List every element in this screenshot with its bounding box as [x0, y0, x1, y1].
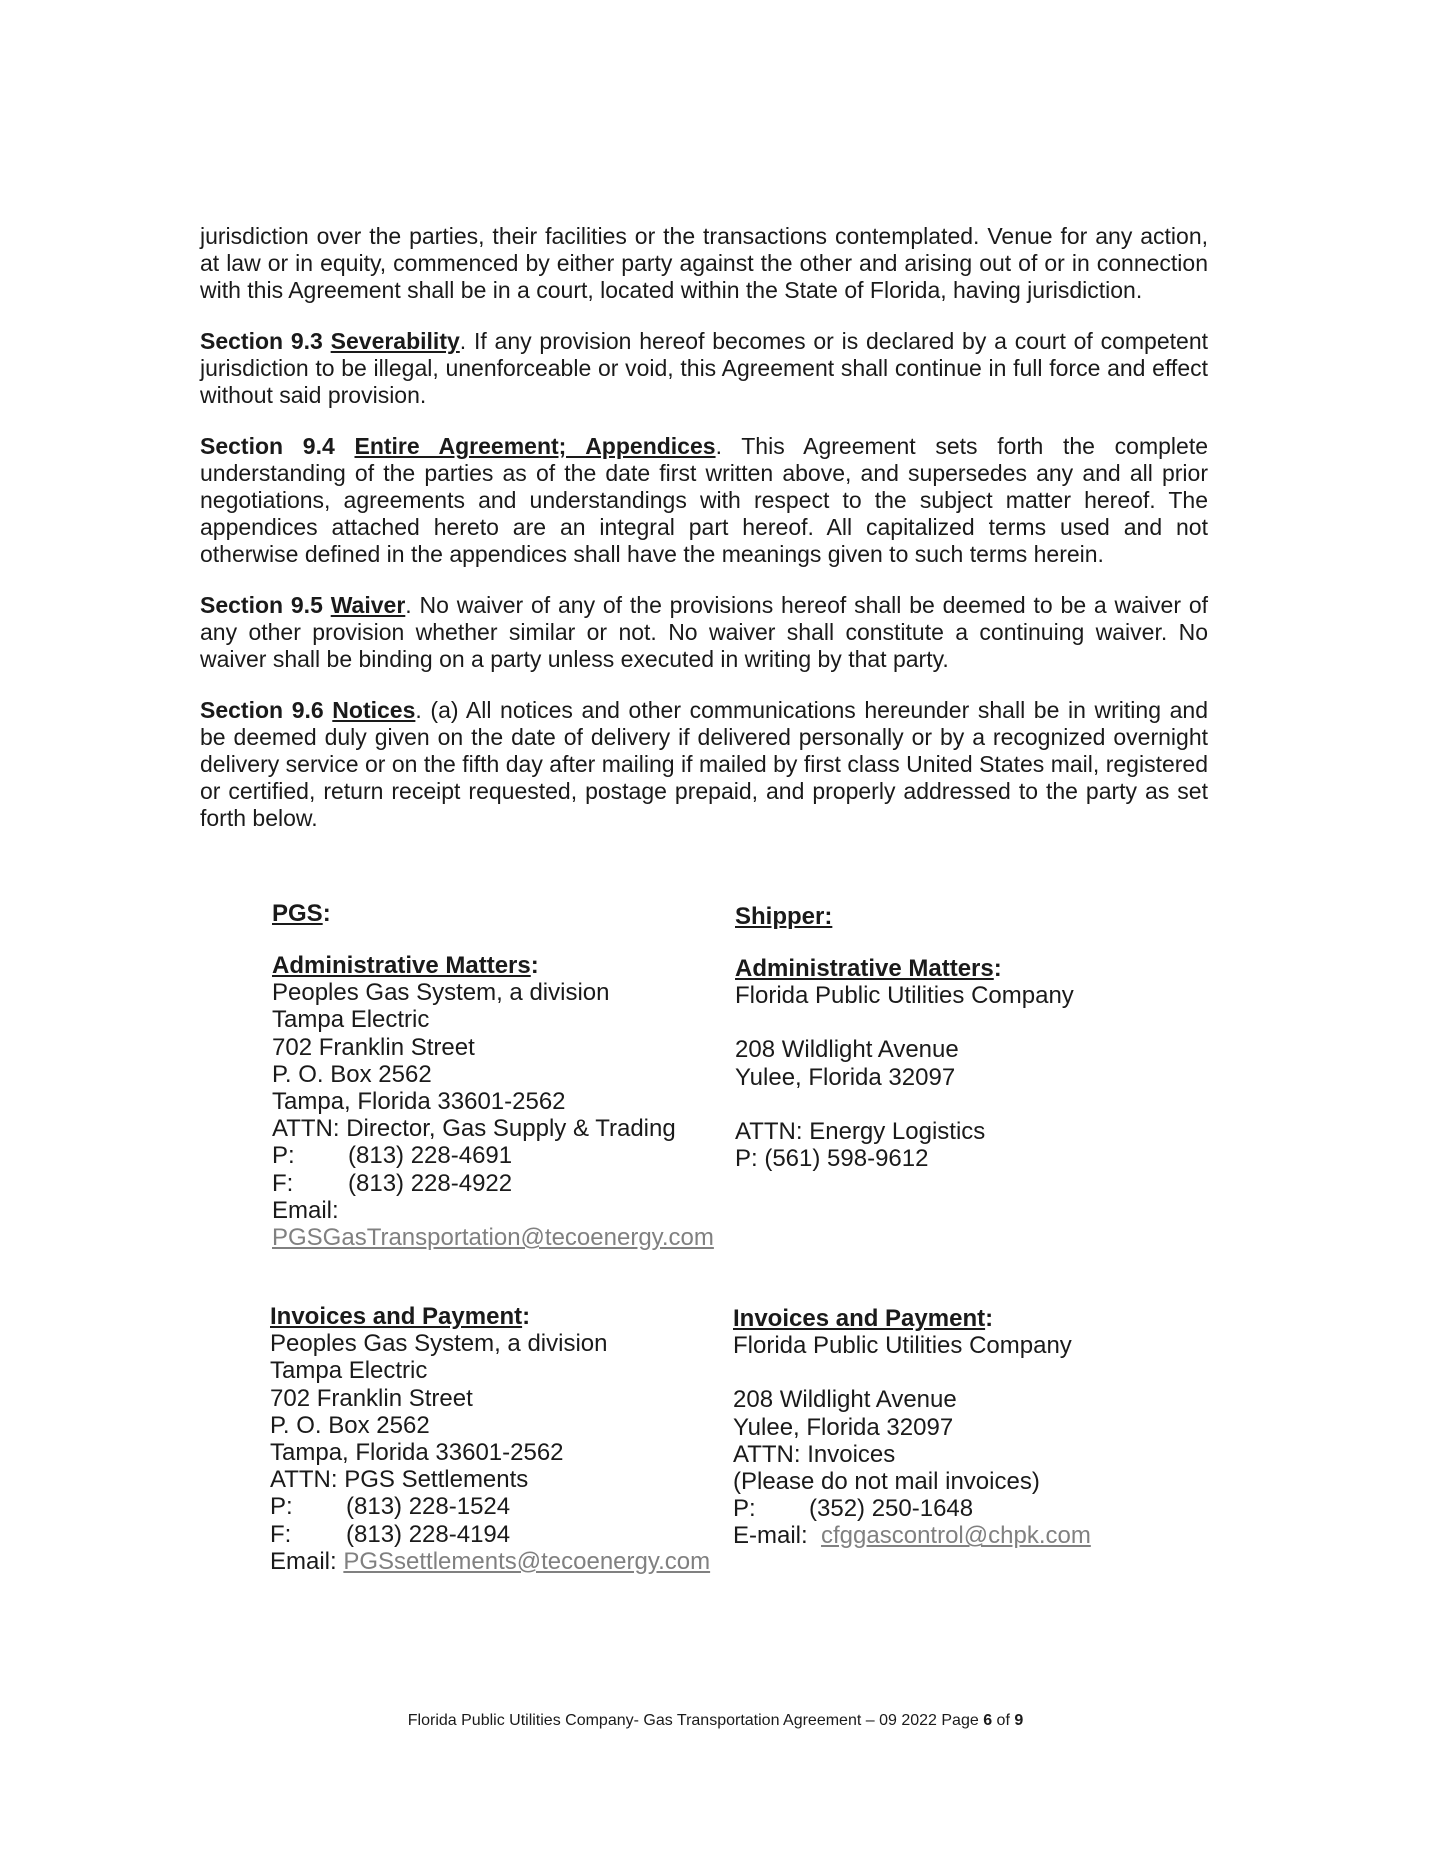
- pgs-admin-line: Tampa Electric: [272, 1006, 430, 1034]
- pgs-invoices-email: Email: PGSsettlements@tecoenergy.com: [270, 1547, 711, 1575]
- shipper-admin-block: Administrative Matters: Florida Public Utilities Company 208 Wildlight Avenue Yulee, Florida 32097 ATTN: Energy Logistics P: (561) 598-9612: [735, 955, 1074, 1173]
- shipper-invoices-note: (Please do not mail invoices): [733, 1468, 1040, 1496]
- shipper-invoices-block: Invoices and Payment: Florida Public Utilities Company 208 Wildlight Avenue Yulee, Florida 32097 ATTN: Invoices (Please do not mail invoices) P: (352) 250-1648 E-mail: cfggascontrol@chpk.com: [733, 1305, 1091, 1550]
- body-text: [200, 223, 1208, 856]
- pgs-invoices-line: Tampa, Florida 33601-2562: [270, 1439, 564, 1467]
- page-footer: [0, 1712, 1431, 1730]
- section-text: . If any provision hereof becomes or is declared by a court of competent jurisdiction to be illegal, unenforceable or void, this Agreement shall continue in full force and effect without said provision.: [200, 328, 1209, 408]
- shipper-admin-company: Florida Public Utilities Company: [735, 982, 1074, 1010]
- pgs-invoices-email-link[interactable]: PGSsettlements@tecoenergy.com: [343, 1547, 711, 1575]
- pgs-heading-colon: :: [322, 900, 331, 927]
- shipper-invoices-heading: Invoices and Payment: [733, 1305, 986, 1332]
- pgs-admin-block: Administrative Matters: Peoples Gas System, a division Tampa Electric 702 Franklin Street P. O. Box 2562 Tampa, Florida 33601-2562 ATTN: Director, Gas Supply & Trading P: (813) 228-4691 F: (813) 228-4922 Email: PGSGasTransportation@tecoenergy.com: [272, 952, 714, 1252]
- pgs-admin-email-link[interactable]: PGSGasTransportation@tecoenergy.com: [272, 1224, 714, 1252]
- footer-text: Florida Public Utilities Company- Gas Transportation Agreement – 09 2022 Page: [407, 1712, 984, 1729]
- shipper-heading-block: [735, 903, 832, 930]
- pgs-admin-line: ATTN: Director, Gas Supply & Trading: [272, 1115, 676, 1143]
- pgs-invoices-phone: P: (813) 228-1524: [270, 1493, 511, 1521]
- pgs-invoices-block: Invoices and Payment: Peoples Gas System, a division Tampa Electric 702 Franklin Street P. O. Box 2562 Tampa, Florida 33601-2562 ATTN: PGS Settlements P: (813) 228-1524 F: (813) 228-4194 Email: PGSsettlements@tecoenergy.com: [270, 1303, 711, 1575]
- intro-paragraph: jurisdiction over the parties, their facilities or the transactions contemplated. Venue for any action, at law or in equity, commenced by either party against the other and arising out of or in connection with this Agreement shall be in a court, located within the State of Florida, having jurisdiction.: [200, 223, 1208, 303]
- section-title: Entire Agreement; Appendices: [354, 433, 716, 459]
- section-text: . This Agreement sets forth the complete understanding of the parties as of the date first written above, and supersedes any and all prior negotiations, agreements and understandings with respect to the subject matter hereof. The appendices attached hereto are an integral part hereof. All capitalized terms used and not otherwise defined in the appendices shall have the meanings given to such terms herein.: [200, 433, 1209, 567]
- section-9-6: [200, 697, 1208, 832]
- shipper-admin-address2: Yulee, Florida 32097: [735, 1063, 956, 1091]
- pgs-admin-phone: P: (813) 228-4691: [272, 1142, 513, 1170]
- pgs-admin-line: 702 Franklin Street: [272, 1033, 475, 1061]
- pgs-invoices-line: Peoples Gas System, a division: [270, 1330, 608, 1358]
- section-9-3: [200, 328, 1208, 409]
- pgs-invoices-fax: F: (813) 228-4194: [270, 1520, 511, 1548]
- section-title: Severability: [330, 328, 460, 354]
- section-number: Section 9.5: [200, 592, 323, 618]
- footer-page-number: 6: [983, 1712, 993, 1729]
- pgs-heading: PGS: [272, 900, 323, 927]
- footer-page-total: 9: [1014, 1712, 1024, 1729]
- shipper-invoices-email-link[interactable]: cfggascontrol@chpk.com: [821, 1522, 1091, 1550]
- shipper-invoices-company: Florida Public Utilities Company: [733, 1332, 1072, 1360]
- footer-of: of: [992, 1712, 1015, 1729]
- section-9-5: [200, 592, 1208, 673]
- pgs-invoices-heading: Invoices and Payment: [270, 1303, 523, 1330]
- section-title: Notices: [332, 697, 416, 723]
- shipper-admin-attn: ATTN: Energy Logistics: [735, 1117, 986, 1145]
- shipper-invoices-address2: Yulee, Florida 32097: [733, 1413, 954, 1441]
- shipper-invoices-email: E-mail: cfggascontrol@chpk.com: [733, 1522, 1091, 1550]
- pgs-admin-email-label: Email:: [272, 1196, 339, 1224]
- section-title: Waiver: [330, 592, 406, 618]
- section-number: Section 9.3: [200, 328, 323, 354]
- section-9-4: [200, 433, 1208, 568]
- section-text: . No waiver of any of the provisions hereof shall be deemed to be a waiver of any other provision whether similar or not. No waiver shall constitute a continuing waiver. No waiver shall be binding on a party unless executed in writing by that party.: [200, 592, 1209, 672]
- pgs-admin-line: Peoples Gas System, a division: [272, 979, 610, 1007]
- shipper-invoices-phone: P: (352) 250-1648: [733, 1495, 974, 1523]
- shipper-invoices-attn: ATTN: Invoices: [733, 1440, 896, 1468]
- shipper-invoices-address1: 208 Wildlight Avenue: [733, 1386, 957, 1414]
- section-text: . (a) All notices and other communications hereunder shall be in writing and be deemed duly given on the date of delivery if delivered personally or by a recognized overnight delivery service or on the fifth day after mailing if mailed by first class United States mail, registered or certified, return receipt requested, postage prepaid, and properly addressed to the party as set forth below.: [200, 697, 1208, 831]
- pgs-heading-block: [272, 900, 331, 927]
- pgs-invoices-line: ATTN: PGS Settlements: [270, 1466, 529, 1494]
- pgs-admin-line: Tampa, Florida 33601-2562: [272, 1088, 566, 1116]
- pgs-invoices-line: 702 Franklin Street: [270, 1384, 473, 1412]
- section-number: Section 9.4: [200, 433, 335, 459]
- shipper-admin-phone: P: (561) 598-9612: [735, 1145, 929, 1173]
- pgs-admin-line: P. O. Box 2562: [272, 1060, 432, 1088]
- pgs-admin-heading: Administrative Matters: [272, 952, 531, 979]
- shipper-admin-address1: 208 Wildlight Avenue: [735, 1036, 959, 1064]
- pgs-invoices-line: P. O. Box 2562: [270, 1411, 430, 1439]
- pgs-admin-fax: F: (813) 228-4922: [272, 1169, 513, 1197]
- shipper-admin-heading: Administrative Matters: [735, 955, 994, 982]
- pgs-invoices-line: Tampa Electric: [270, 1357, 428, 1385]
- shipper-heading: Shipper:: [735, 903, 833, 930]
- section-number: Section 9.6: [200, 697, 324, 723]
